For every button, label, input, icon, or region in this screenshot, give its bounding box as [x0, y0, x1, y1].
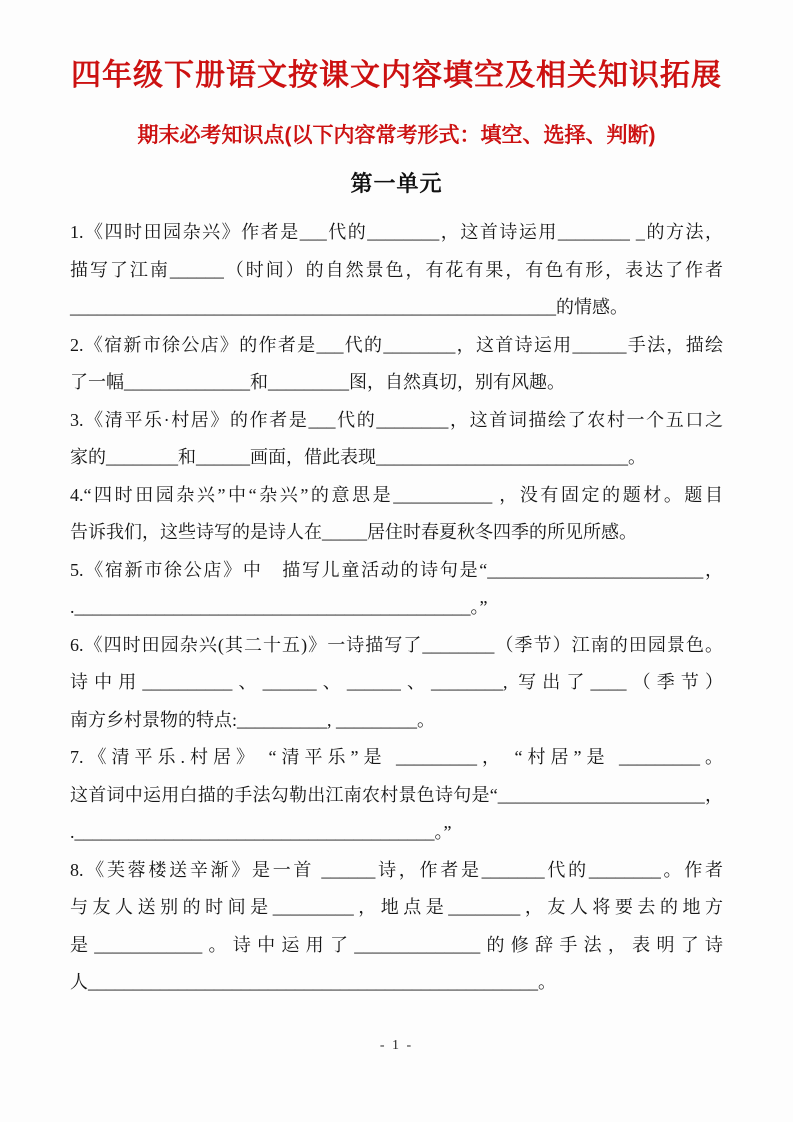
item-5-line-2: .____________________________________________。”: [70, 597, 488, 617]
worksheet-body: [70, 214, 723, 1002]
item-7-line-2: 这首词中运用白描的手法勾勒出江南农村景色诗句是“_______________________，: [70, 784, 723, 805]
item-1-line-2: 描写了江南______（时间）的自然景色，有花有果，有色有形，表达了作者: [70, 259, 723, 280]
item-8-line-2: 与友人送别的时间是_________，地点是________，友人将要去的地方: [70, 897, 723, 917]
item-4-line-1: 4.“四时田园杂兴”中“杂兴”的意思是___________ ，没有固定的题材。题目: [70, 484, 723, 505]
item-1-line-1: 1.《四时田园杂兴》作者是___代的________，这首诗运用________ _的方法，: [70, 222, 723, 242]
item-1-line-3: ______________________________________________________的情感。: [70, 297, 628, 317]
item-6-line-1: 6.《四时田园杂兴(其二十五)》一诗描写了________（季节）江南的田园景色。: [70, 634, 723, 655]
item-7-line-3: .________________________________________。”: [70, 822, 452, 842]
item-3-line-2: 家的________和______画面，借此表现____________________________。: [70, 447, 646, 467]
item-6-line-3: 南方乡村景物的特点:__________, _________。: [70, 709, 435, 730]
item-6-line-2: 诗中用__________、______、______、________, 写出了____（季节）: [70, 672, 723, 692]
item-8-line-4: 人__________________________________________________。: [70, 972, 556, 992]
item-3-line-1: 3.《清平乐·村居》的作者是___代的________，这首词描绘了农村一个五口之: [70, 409, 723, 430]
item-4-line-2: 告诉我们，这些诗写的是诗人在_____居住时春夏秋冬四季的所见所感。: [70, 522, 637, 542]
item-2-line-2: 了一幅______________和_________图，自然真切，别有风趣。: [70, 372, 565, 392]
document-subtitle: 期末必考知识点(以下内容常考形式：填空、选择、判断): [137, 124, 656, 147]
document-title: 四年级下册语文按课文内容填空及相关知识拓展: [71, 59, 722, 92]
item-5-line-1: 5.《宿新市徐公店》中 描写儿童活动的诗句是“________________________，: [70, 559, 723, 580]
item-7-line-1: 7.《清平乐.村居》 “清平乐”是 _________， “村居”是 _________。: [70, 747, 723, 767]
item-2-line-1: 2.《宿新市徐公店》的作者是___代的________，这首诗运用______手法，描绘: [70, 334, 723, 355]
item-8-line-3: 是____________。诗中运用了______________的修辞手法，表明了诗: [70, 934, 723, 955]
page-number: - 1 -: [379, 1038, 414, 1053]
section-heading-unit-1: 第一单元: [350, 171, 443, 196]
item-8-line-1: 8.《芙蓉楼送辛渐》是一首 ______诗，作者是_______代的________。作者: [70, 859, 723, 880]
